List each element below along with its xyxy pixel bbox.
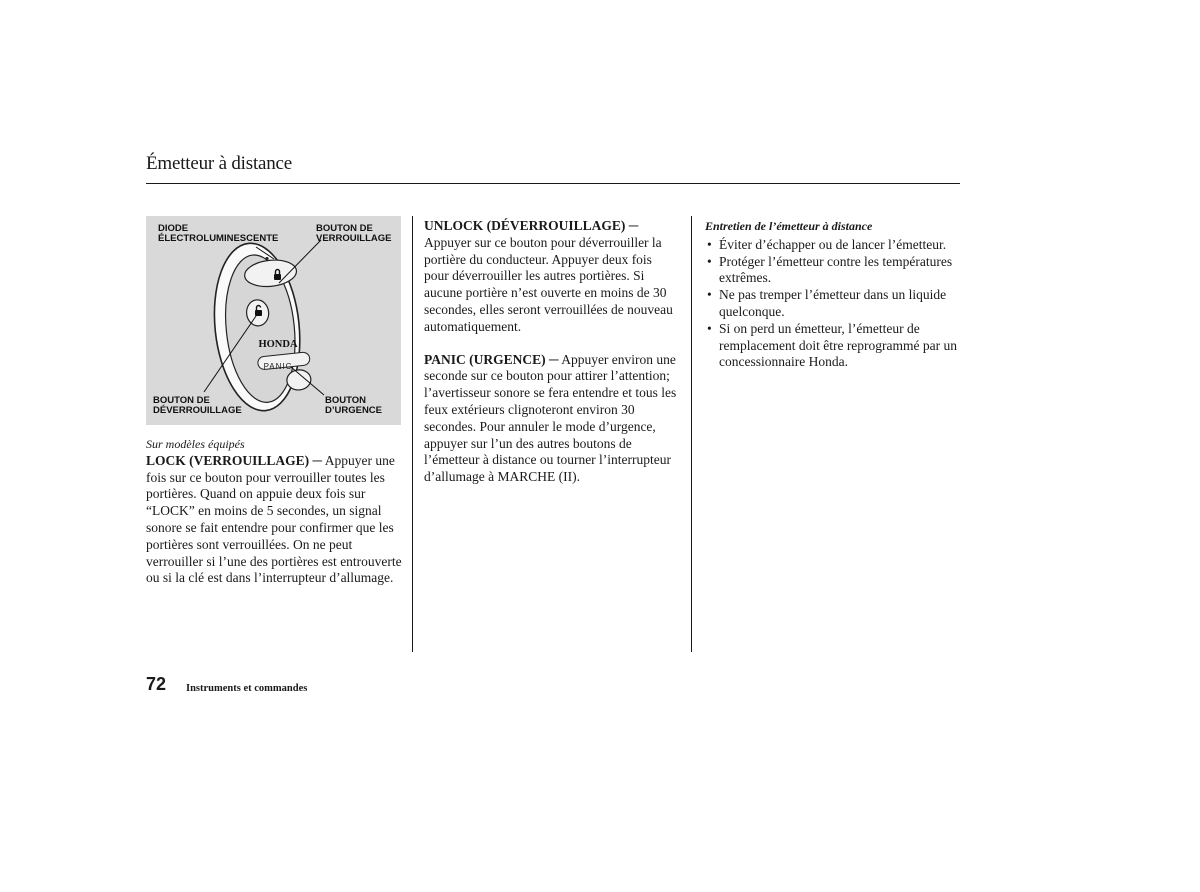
column-2 <box>424 218 680 486</box>
lock-text: ─ Appuyer une fois sur ce bouton pour verrouiller toutes les portières. Quand on appuie deux fois sur “LOCK” en moins de 5 secondes, un signal sonore se fait entendre pour confirmer que les portières sont verrouillées. On ne peut verrouiller si l’une des portières est entrouverte ou si la clé est dans l’interrupteur d’allumage. <box>146 452 402 586</box>
equipped-models-note: Sur modèles équipés <box>146 437 245 451</box>
lock-paragraph <box>146 453 404 587</box>
page-title: Émetteur à distance <box>146 153 293 174</box>
label-led: DIODE ÉLECTROLUMINESCENTE <box>158 223 279 244</box>
column-divider-1 <box>412 216 413 652</box>
title-rule <box>146 183 960 184</box>
panic-heading: PANIC (URGENCE) <box>424 351 546 367</box>
remote-panic-text: PANIC <box>263 362 293 371</box>
remote-brand-text: HONDA <box>258 339 298 350</box>
section-name: Instruments et commandes <box>186 683 308 694</box>
care-heading: Entretien de l’émetteur à distance <box>705 219 873 233</box>
unlock-paragraph <box>424 218 680 336</box>
panic-paragraph <box>424 352 680 486</box>
list-item: • Éviter d’échapper ou de lancer l’émetteur. <box>705 237 963 254</box>
list-item: • Ne pas tremper l’émetteur dans un liquide quelconque. <box>705 287 963 321</box>
label-panic-button: BOUTON D’URGENCE <box>325 395 383 416</box>
unlock-text: ─ Appuyer sur ce bouton pour déverrouiller la portière du conducteur. Appuyer deux fois pour déverrouiller les autres portières. Si aucune portière n’est ouverte en moins de 30 secondes, elles seront verrouillées de nouveau automatiquement. <box>424 218 673 334</box>
list-item: • Protéger l’émetteur contre les températures extrêmes. <box>705 254 963 288</box>
care-list <box>705 237 963 371</box>
label-lock-button: BOUTON DE VERROUILLAGE <box>316 223 392 244</box>
page-number: 72 <box>146 674 167 694</box>
remote-figure <box>146 216 401 425</box>
column-1 <box>146 436 404 587</box>
unlock-heading: UNLOCK (DÉVERROUILLAGE) <box>424 218 626 233</box>
lock-heading: LOCK (VERROUILLAGE) <box>146 452 310 468</box>
column-3 <box>705 218 963 371</box>
panic-text: ─ Appuyer environ une seconde sur ce bouton pour attirer l’attention; l’avertisseur sonore se fera entendre et tous les feux extérieurs clignoteront environ 30 secondes. Pour annuler le mode d’urgence, appuyer sur l’un des autres boutons de l’émetteur à distance ou tourner l’interrupteur d’allumage à MARCHE (II). <box>424 351 677 485</box>
label-unlock-button: BOUTON DE DÉVERROUILLAGE <box>153 395 242 416</box>
remote-illustration <box>146 216 401 425</box>
list-item: • Si on perd un émetteur, l’émetteur de remplacement doit être reprogrammé par un concessionnaire Honda. <box>705 321 963 371</box>
column-divider-2 <box>691 216 692 652</box>
